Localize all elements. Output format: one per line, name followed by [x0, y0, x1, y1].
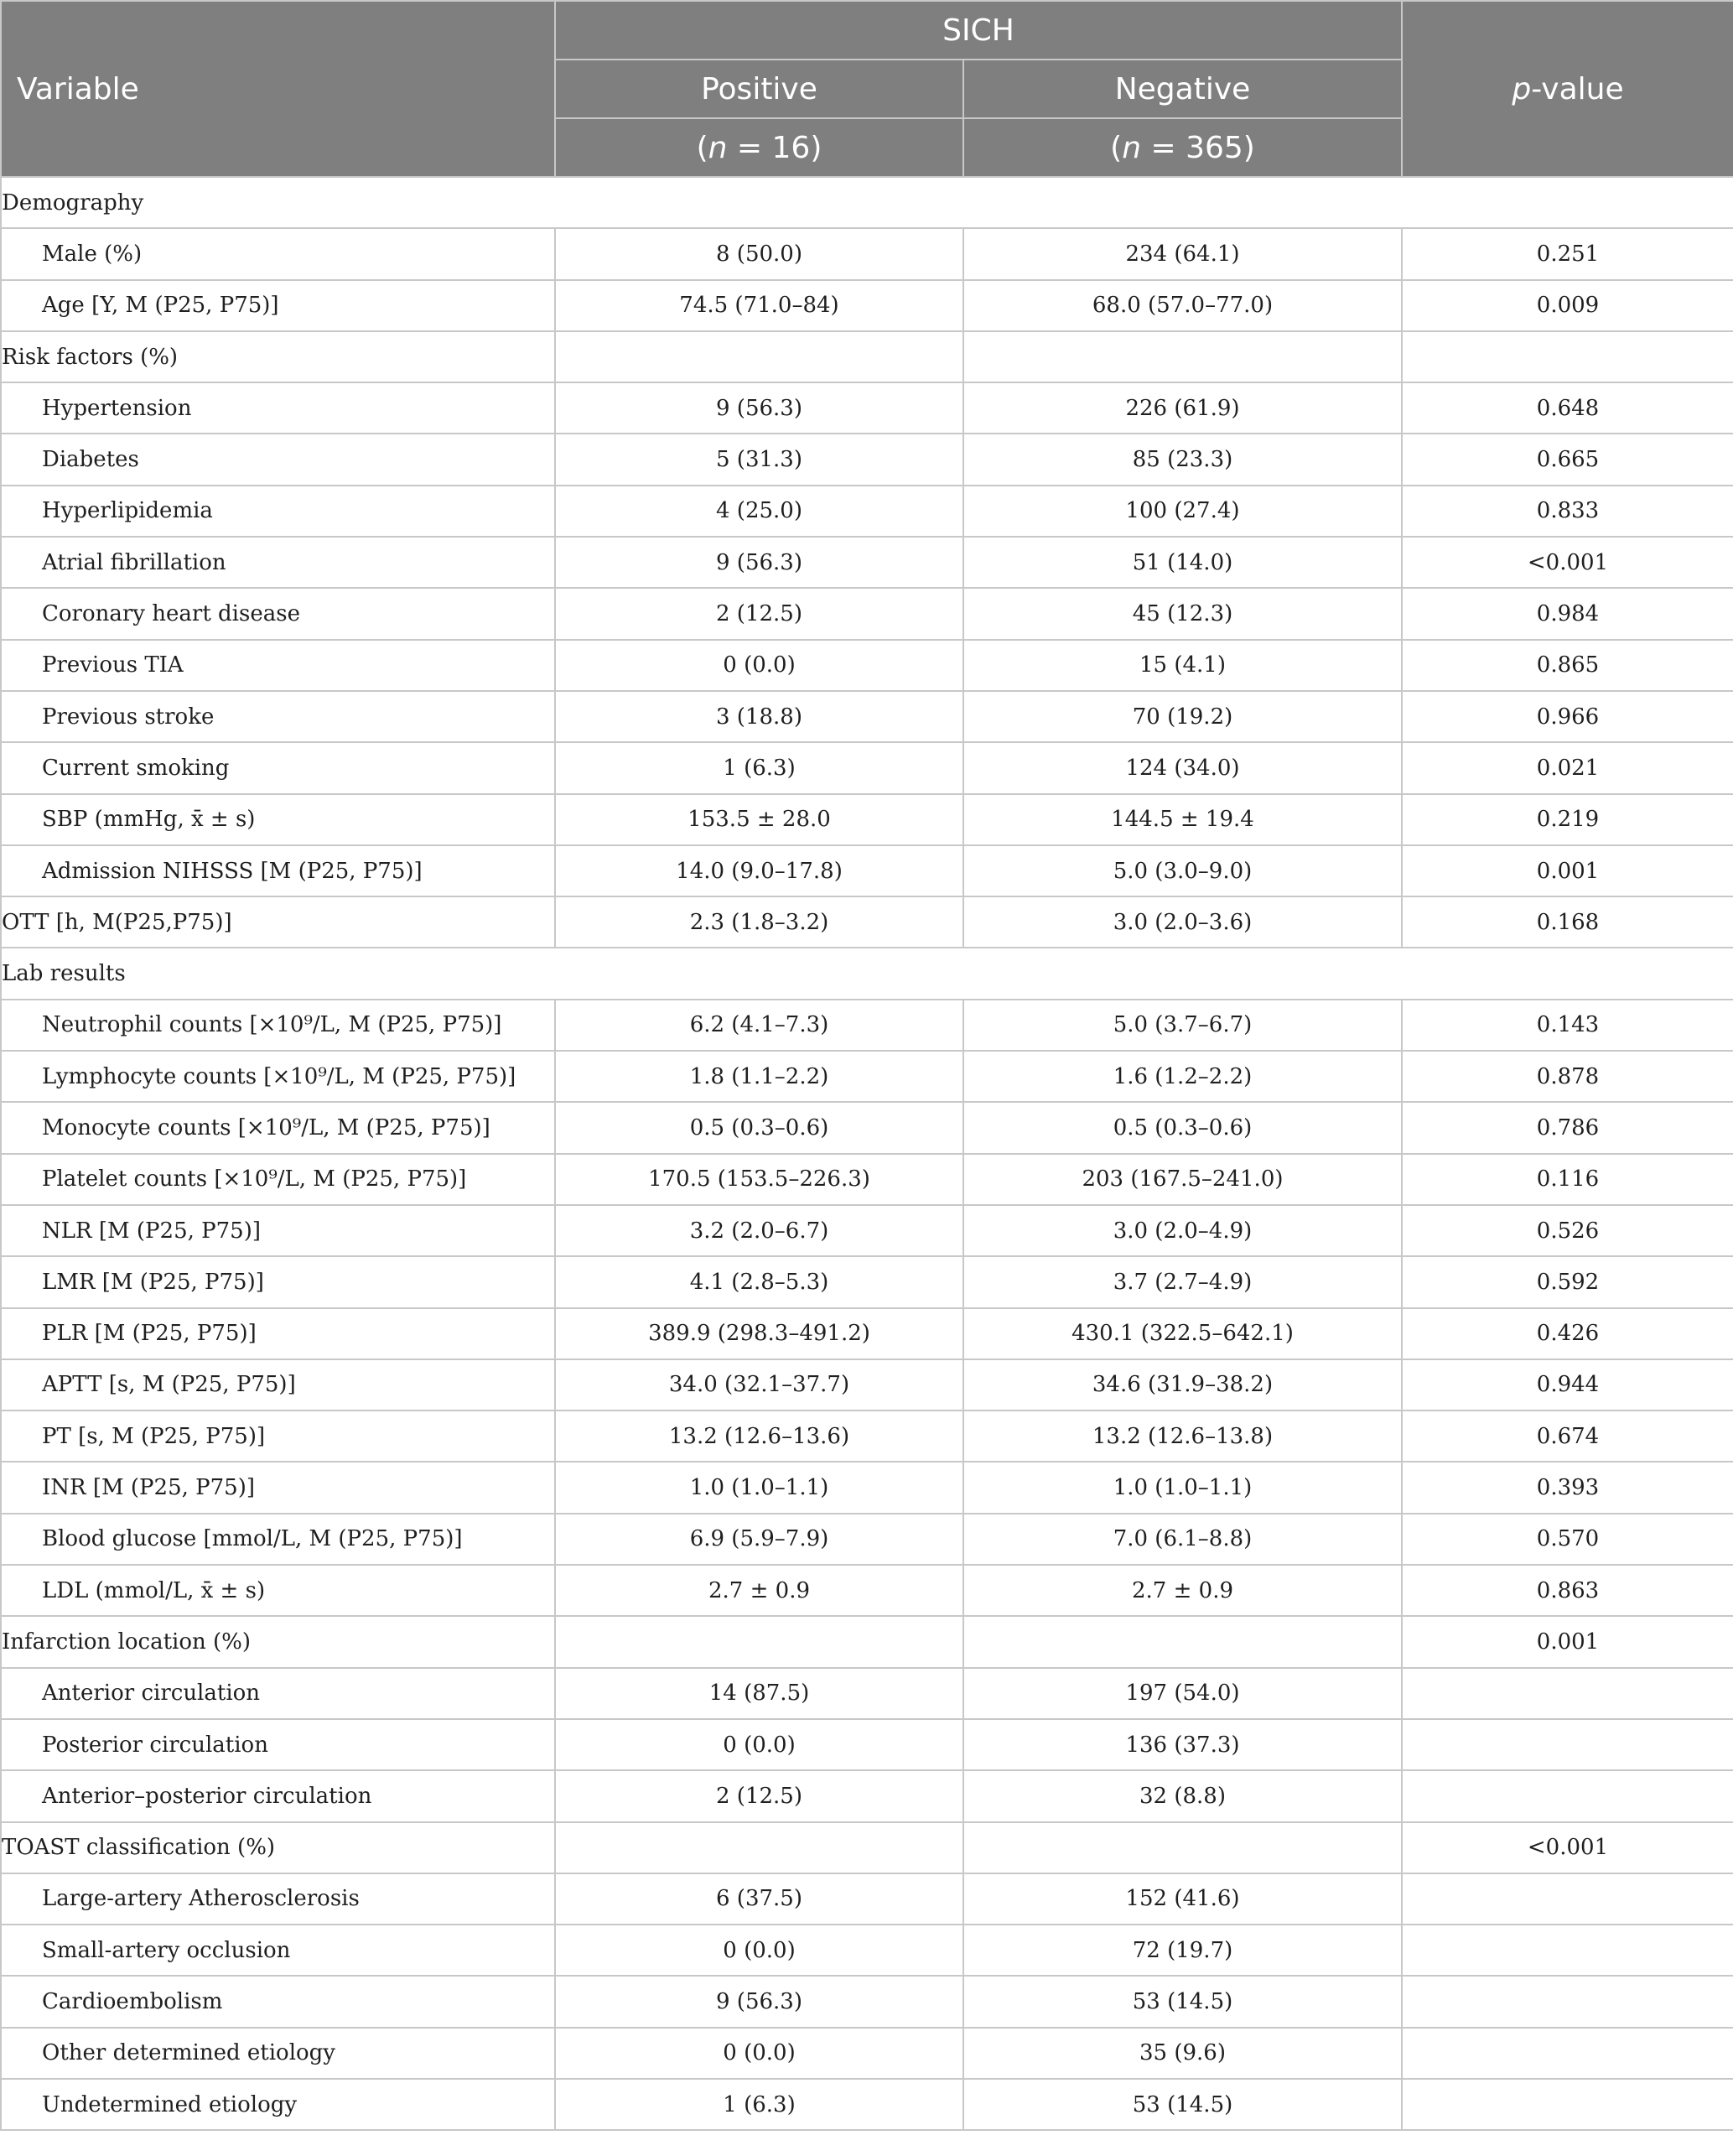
p-value: 0.665 — [1402, 434, 1733, 485]
header-p-value: p-value — [1402, 1, 1733, 177]
row-label: Atrial fibrillation — [1, 537, 555, 588]
negative-value: 226 (61.9) — [963, 382, 1402, 434]
row-label: Lymphocyte counts [×10⁹/L, M (P25, P75)] — [1, 1051, 555, 1102]
negative-value: 32 (8.8) — [963, 1770, 1402, 1821]
table-row — [1, 382, 1733, 434]
p-value: 0.393 — [1402, 1462, 1733, 1513]
positive-value: 0 (0.0) — [555, 2028, 963, 2079]
table-row — [1, 1205, 1733, 1256]
p-value: 0.648 — [1402, 382, 1733, 434]
negative-value: 13.2 (12.6–13.8) — [963, 1410, 1402, 1462]
negative-value: 7.0 (6.1–8.8) — [963, 1514, 1402, 1565]
negative-value: 35 (9.6) — [963, 2028, 1402, 2079]
p-value: 0.966 — [1402, 691, 1733, 742]
table-row — [1, 1668, 1733, 1719]
row-label: Male (%) — [1, 228, 555, 279]
row-label: Hyperlipidemia — [1, 486, 555, 537]
p-value: 0.116 — [1402, 1154, 1733, 1205]
negative-value: 144.5 ± 19.4 — [963, 794, 1402, 845]
positive-value: 2 (12.5) — [555, 1770, 963, 1821]
positive-value: 2.3 (1.8–3.2) — [555, 896, 963, 948]
p-value — [1402, 1668, 1733, 1719]
row-label: Admission NIHSSS [M (P25, P75)] — [1, 845, 555, 896]
table-row — [1, 1719, 1733, 1770]
positive-value: 1 (6.3) — [555, 742, 963, 793]
p-value: 0.168 — [1402, 896, 1733, 948]
row-label: Monocyte counts [×10⁹/L, M (P25, P75)] — [1, 1102, 555, 1153]
positive-value: 74.5 (71.0–84) — [555, 280, 963, 331]
negative-value — [963, 1822, 1402, 1873]
positive-value: 6.2 (4.1–7.3) — [555, 1000, 963, 1051]
p-value: 0.021 — [1402, 742, 1733, 793]
positive-value: 1.0 (1.0–1.1) — [555, 1462, 963, 1513]
negative-value: 100 (27.4) — [963, 486, 1402, 537]
table-row — [1, 1514, 1733, 1565]
p-value: 0.001 — [1402, 1616, 1733, 1667]
row-label: PT [s, M (P25, P75)] — [1, 1410, 555, 1462]
p-value: <0.001 — [1402, 1822, 1733, 1873]
header-variable: Variable — [1, 1, 555, 177]
table-row — [1, 228, 1733, 279]
table-row — [1, 537, 1733, 588]
negative-value: 124 (34.0) — [963, 742, 1402, 793]
p-value — [1402, 2028, 1733, 2079]
p-value: 0.570 — [1402, 1514, 1733, 1565]
row-label: Platelet counts [×10⁹/L, M (P25, P75)] — [1, 1154, 555, 1205]
row-label: Anterior–posterior circulation — [1, 1770, 555, 1821]
positive-value: 0 (0.0) — [555, 1925, 963, 1976]
positive-value: 14 (87.5) — [555, 1668, 963, 1719]
row-label: Undetermined etiology — [1, 2079, 555, 2130]
positive-value: 34.0 (32.1–37.7) — [555, 1359, 963, 1410]
row-label: Large-artery Atherosclerosis — [1, 1873, 555, 1925]
table-row — [1, 1822, 1733, 1873]
positive-value: 4.1 (2.8–5.3) — [555, 1256, 963, 1307]
header-n-negative: (n = 365) — [963, 118, 1402, 177]
negative-value: 68.0 (57.0–77.0) — [963, 280, 1402, 331]
table-row — [1, 1154, 1733, 1205]
row-label: Posterior circulation — [1, 1719, 555, 1770]
section-label: TOAST classification (%) — [1, 1822, 555, 1873]
positive-value — [555, 331, 963, 382]
negative-value — [963, 1616, 1402, 1667]
positive-value: 1 (6.3) — [555, 2079, 963, 2130]
p-value: 0.944 — [1402, 1359, 1733, 1410]
table-row — [1, 331, 1733, 382]
section-label: Lab results — [1, 948, 1733, 999]
table-row — [1, 691, 1733, 742]
positive-value: 5 (31.3) — [555, 434, 963, 485]
negative-value: 5.0 (3.0–9.0) — [963, 845, 1402, 896]
table-row — [1, 742, 1733, 793]
row-label: LMR [M (P25, P75)] — [1, 1256, 555, 1307]
positive-value: 0 (0.0) — [555, 640, 963, 691]
p-value: 0.865 — [1402, 640, 1733, 691]
positive-value: 3 (18.8) — [555, 691, 963, 742]
positive-value: 9 (56.3) — [555, 1976, 963, 2027]
table-row — [1, 1462, 1733, 1513]
positive-value: 4 (25.0) — [555, 486, 963, 537]
table-row — [1, 2079, 1733, 2130]
table-row — [1, 948, 1733, 999]
positive-value: 8 (50.0) — [555, 228, 963, 279]
positive-value: 2 (12.5) — [555, 588, 963, 639]
table-row — [1, 1102, 1733, 1153]
table-row — [1, 794, 1733, 845]
positive-value — [555, 1822, 963, 1873]
row-label: Hypertension — [1, 382, 555, 434]
negative-value: 3.7 (2.7–4.9) — [963, 1256, 1402, 1307]
p-value — [1402, 1976, 1733, 2027]
table-row — [1, 1873, 1733, 1925]
table-row — [1, 1256, 1733, 1307]
negative-value: 34.6 (31.9–38.2) — [963, 1359, 1402, 1410]
positive-value: 9 (56.3) — [555, 382, 963, 434]
p-value: 0.526 — [1402, 1205, 1733, 1256]
negative-value: 234 (64.1) — [963, 228, 1402, 279]
p-value: 0.219 — [1402, 794, 1733, 845]
p-value: 0.143 — [1402, 1000, 1733, 1051]
p-value — [1402, 1719, 1733, 1770]
positive-value: 0.5 (0.3–0.6) — [555, 1102, 963, 1153]
negative-value: 72 (19.7) — [963, 1925, 1402, 1976]
negative-value: 430.1 (322.5–642.1) — [963, 1308, 1402, 1359]
positive-value: 9 (56.3) — [555, 537, 963, 588]
positive-value: 13.2 (12.6–13.6) — [555, 1410, 963, 1462]
table-row — [1, 434, 1733, 485]
table-row — [1, 1000, 1733, 1051]
negative-value: 136 (37.3) — [963, 1719, 1402, 1770]
p-value: 0.984 — [1402, 588, 1733, 639]
positive-value: 153.5 ± 28.0 — [555, 794, 963, 845]
table-row — [1, 1770, 1733, 1821]
positive-value: 6 (37.5) — [555, 1873, 963, 1925]
row-label: SBP (mmHg, x̄ ± s) — [1, 794, 555, 845]
negative-value: 0.5 (0.3–0.6) — [963, 1102, 1402, 1153]
row-label: Other determined etiology — [1, 2028, 555, 2079]
p-value: 0.251 — [1402, 228, 1733, 279]
p-value: 0.833 — [1402, 486, 1733, 537]
p-value: 0.863 — [1402, 1565, 1733, 1616]
header-sich: SICH — [555, 1, 1402, 60]
row-label: Small-artery occlusion — [1, 1925, 555, 1976]
row-label: Cardioembolism — [1, 1976, 555, 2027]
p-value — [1402, 1873, 1733, 1925]
table-row — [1, 1976, 1733, 2027]
p-value — [1402, 2079, 1733, 2130]
negative-value: 85 (23.3) — [963, 434, 1402, 485]
row-label: Neutrophil counts [×10⁹/L, M (P25, P75)] — [1, 1000, 555, 1051]
row-label: Blood glucose [mmol/L, M (P25, P75)] — [1, 1514, 555, 1565]
p-value: 0.786 — [1402, 1102, 1733, 1153]
row-label: LDL (mmol/L, x̄ ± s) — [1, 1565, 555, 1616]
row-label: Previous stroke — [1, 691, 555, 742]
table-row — [1, 640, 1733, 691]
row-label: Previous TIA — [1, 640, 555, 691]
p-value: 0.009 — [1402, 280, 1733, 331]
header-n-positive: (n = 16) — [555, 118, 963, 177]
row-label: APTT [s, M (P25, P75)] — [1, 1359, 555, 1410]
p-value — [1402, 1770, 1733, 1821]
negative-value: 51 (14.0) — [963, 537, 1402, 588]
positive-value: 3.2 (2.0–6.7) — [555, 1205, 963, 1256]
row-label: Coronary heart disease — [1, 588, 555, 639]
table-row — [1, 280, 1733, 331]
row-label: INR [M (P25, P75)] — [1, 1462, 555, 1513]
table-row — [1, 2028, 1733, 2079]
table-row — [1, 1051, 1733, 1102]
p-value: 0.674 — [1402, 1410, 1733, 1462]
positive-value: 1.8 (1.1–2.2) — [555, 1051, 963, 1102]
negative-value: 5.0 (3.7–6.7) — [963, 1000, 1402, 1051]
row-label: Diabetes — [1, 434, 555, 485]
negative-value: 3.0 (2.0–3.6) — [963, 896, 1402, 948]
positive-value: 2.7 ± 0.9 — [555, 1565, 963, 1616]
positive-value: 14.0 (9.0–17.8) — [555, 845, 963, 896]
negative-value: 15 (4.1) — [963, 640, 1402, 691]
negative-value: 53 (14.5) — [963, 1976, 1402, 2027]
table-row — [1, 1616, 1733, 1667]
positive-value — [555, 1616, 963, 1667]
negative-value: 53 (14.5) — [963, 2079, 1402, 2130]
p-value: 0.426 — [1402, 1308, 1733, 1359]
section-label: Demography — [1, 177, 1733, 228]
table-row — [1, 1925, 1733, 1976]
header-positive: Positive — [555, 60, 963, 118]
row-label: OTT [h, M(P25,P75)] — [1, 896, 555, 948]
table-row — [1, 177, 1733, 228]
row-label: Current smoking — [1, 742, 555, 793]
negative-value: 3.0 (2.0–4.9) — [963, 1205, 1402, 1256]
positive-value: 0 (0.0) — [555, 1719, 963, 1770]
negative-value — [963, 331, 1402, 382]
p-value: 0.878 — [1402, 1051, 1733, 1102]
p-value — [1402, 1925, 1733, 1976]
negative-value: 1.0 (1.0–1.1) — [963, 1462, 1402, 1513]
row-label: NLR [M (P25, P75)] — [1, 1205, 555, 1256]
table-row — [1, 588, 1733, 639]
negative-value: 197 (54.0) — [963, 1668, 1402, 1719]
negative-value: 2.7 ± 0.9 — [963, 1565, 1402, 1616]
row-label: PLR [M (P25, P75)] — [1, 1308, 555, 1359]
table-row — [1, 896, 1733, 948]
section-label: Risk factors (%) — [1, 331, 555, 382]
header-negative: Negative — [963, 60, 1402, 118]
row-label: Anterior circulation — [1, 1668, 555, 1719]
negative-value: 1.6 (1.2–2.2) — [963, 1051, 1402, 1102]
positive-value: 389.9 (298.3–491.2) — [555, 1308, 963, 1359]
p-value: 0.592 — [1402, 1256, 1733, 1307]
positive-value: 6.9 (5.9–7.9) — [555, 1514, 963, 1565]
negative-value: 203 (167.5–241.0) — [963, 1154, 1402, 1205]
table-row — [1, 1308, 1733, 1359]
negative-value: 70 (19.2) — [963, 691, 1402, 742]
p-value: 0.001 — [1402, 845, 1733, 896]
row-label: Age [Y, M (P25, P75)] — [1, 280, 555, 331]
negative-value: 45 (12.3) — [963, 588, 1402, 639]
positive-value: 170.5 (153.5–226.3) — [555, 1154, 963, 1205]
table-row — [1, 1359, 1733, 1410]
section-label: Infarction location (%) — [1, 1616, 555, 1667]
p-value: <0.001 — [1402, 537, 1733, 588]
p-value — [1402, 331, 1733, 382]
table-row — [1, 486, 1733, 537]
table-row — [1, 845, 1733, 896]
negative-value: 152 (41.6) — [963, 1873, 1402, 1925]
table-row — [1, 1410, 1733, 1462]
table-row — [1, 1565, 1733, 1616]
